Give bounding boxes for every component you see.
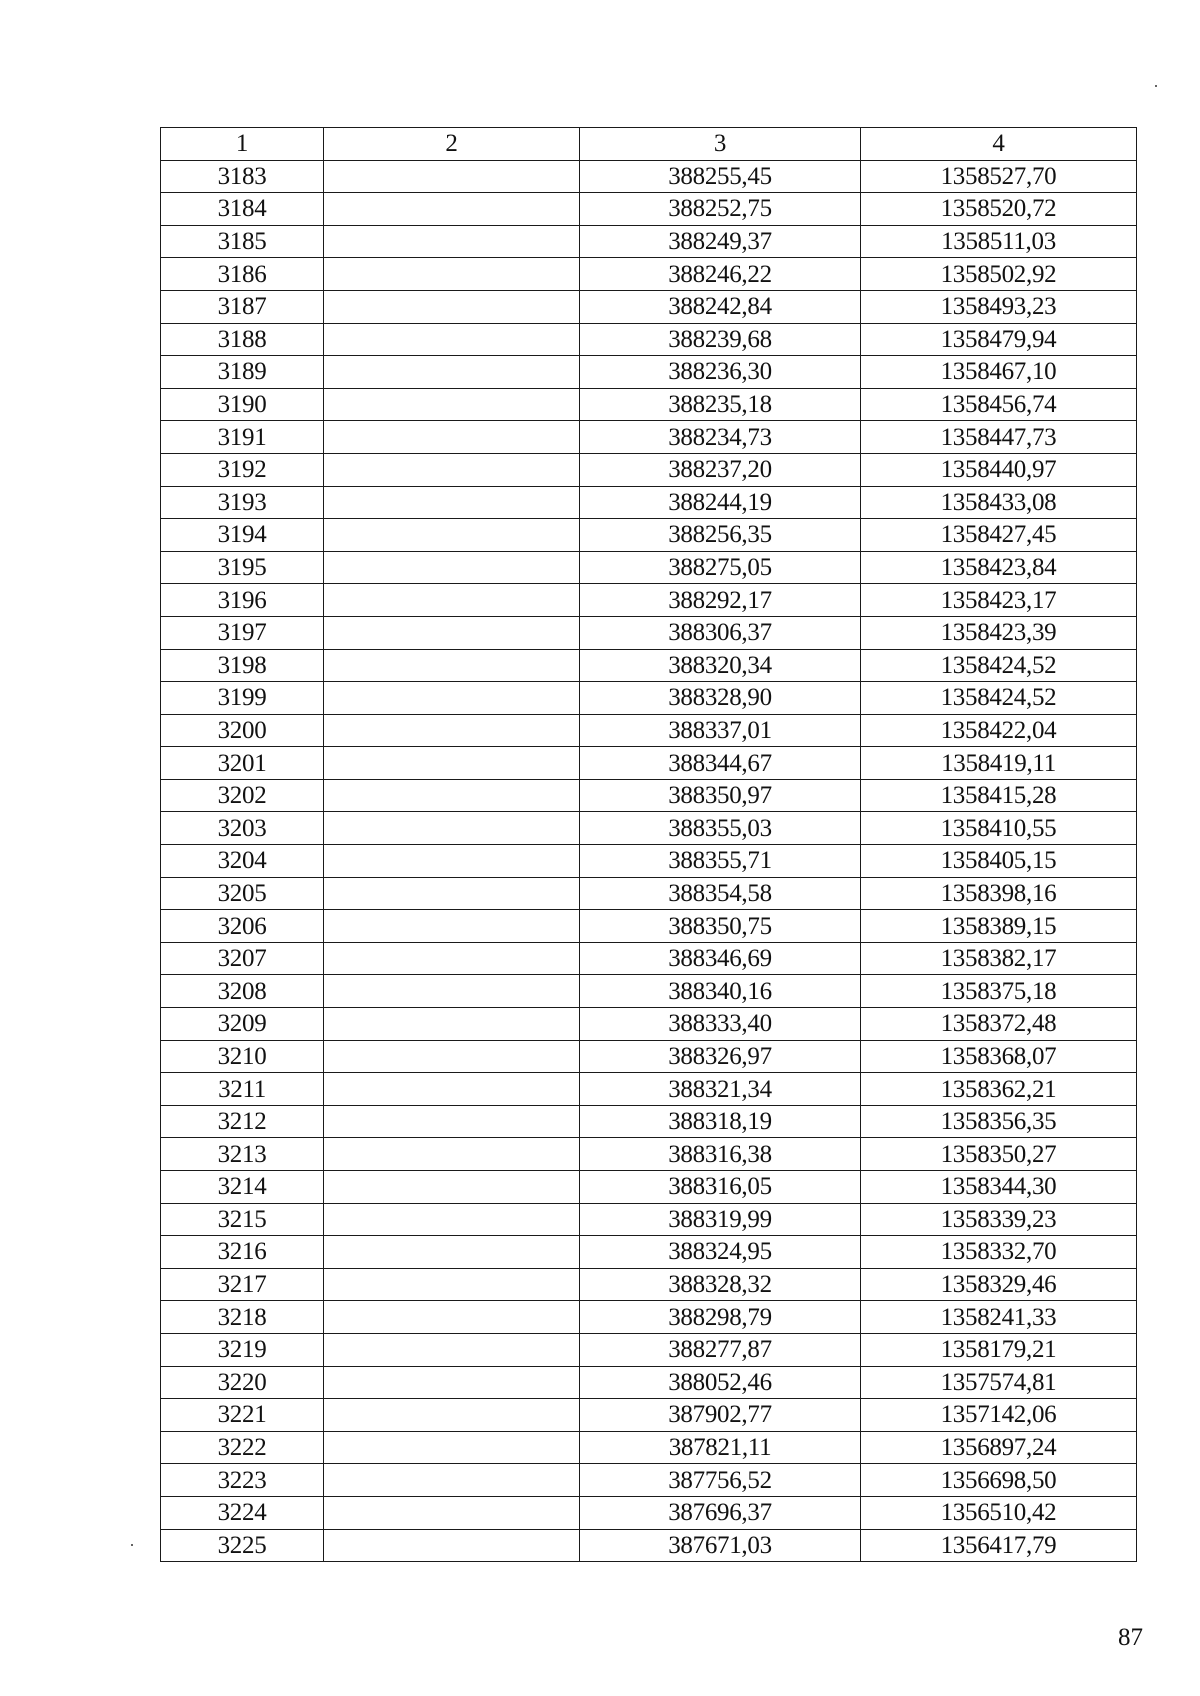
header-cell-1: 1 — [161, 128, 324, 161]
table-cell-col-1: 3206 — [161, 910, 324, 943]
table-cell-col-1: 3222 — [161, 1431, 324, 1464]
table-cell-col-2 — [324, 714, 580, 747]
table-cell-col-2 — [324, 845, 580, 878]
table-cell-col-3: 388242,84 — [580, 290, 861, 323]
table-row — [161, 1105, 1137, 1138]
page-number: 87 — [1118, 1624, 1143, 1651]
table-cell-col-3: 388306,37 — [580, 616, 861, 649]
table-row — [161, 1301, 1137, 1334]
table-cell-col-4: 1356510,42 — [861, 1496, 1137, 1529]
table-cell-col-4: 1358520,72 — [861, 193, 1137, 226]
table-cell-col-1: 3199 — [161, 682, 324, 715]
table-row — [161, 225, 1137, 258]
table-row — [161, 1496, 1137, 1529]
table-row — [161, 290, 1137, 323]
table-row — [161, 1529, 1137, 1562]
table-cell-col-4: 1358344,30 — [861, 1171, 1137, 1204]
table-cell-col-4: 1358329,46 — [861, 1268, 1137, 1301]
table-cell-col-2 — [324, 1431, 580, 1464]
table-row — [161, 323, 1137, 356]
table-cell-col-4: 1358368,07 — [861, 1040, 1137, 1073]
table-cell-col-3: 387756,52 — [580, 1464, 861, 1497]
table-cell-col-4: 1358424,52 — [861, 682, 1137, 715]
table-cell-col-1: 3204 — [161, 845, 324, 878]
table-row — [161, 193, 1137, 226]
table-cell-col-3: 388237,20 — [580, 453, 861, 486]
table-cell-col-4: 1358410,55 — [861, 812, 1137, 845]
table-cell-col-3: 388354,58 — [580, 877, 861, 910]
table-row — [161, 845, 1137, 878]
table-cell-col-2 — [324, 356, 580, 389]
table-row — [161, 1040, 1137, 1073]
table-cell-col-2 — [324, 258, 580, 291]
table-cell-col-3: 388277,87 — [580, 1333, 861, 1366]
table-cell-col-1: 3197 — [161, 616, 324, 649]
table-cell-col-2 — [324, 1236, 580, 1269]
table-cell-col-3: 388324,95 — [580, 1236, 861, 1269]
table-cell-col-1: 3190 — [161, 388, 324, 421]
table-cell-col-2 — [324, 323, 580, 356]
table-cell-col-2 — [324, 551, 580, 584]
table-cell-col-3: 388321,34 — [580, 1073, 861, 1106]
table-row — [161, 1236, 1137, 1269]
table-cell-col-1: 3193 — [161, 486, 324, 519]
table-cell-col-2 — [324, 1105, 580, 1138]
table-cell-col-2 — [324, 682, 580, 715]
header-row — [161, 128, 1137, 161]
table-cell-col-3: 388235,18 — [580, 388, 861, 421]
table-row — [161, 1008, 1137, 1041]
table-row — [161, 1399, 1137, 1432]
table-cell-col-2 — [324, 1171, 580, 1204]
table-cell-col-1: 3185 — [161, 225, 324, 258]
table-cell-col-4: 1357574,81 — [861, 1366, 1137, 1399]
table-body — [161, 160, 1137, 1562]
table-cell-col-4: 1358440,97 — [861, 453, 1137, 486]
table-cell-col-1: 3194 — [161, 519, 324, 552]
table-row — [161, 682, 1137, 715]
table-cell-col-2 — [324, 877, 580, 910]
table-cell-col-1: 3224 — [161, 1496, 324, 1529]
table-cell-col-4: 1358456,74 — [861, 388, 1137, 421]
table-cell-col-4: 1358415,28 — [861, 779, 1137, 812]
table-cell-col-1: 3195 — [161, 551, 324, 584]
table-cell-col-2 — [324, 388, 580, 421]
table-cell-col-3: 388255,45 — [580, 160, 861, 193]
table-cell-col-1: 3188 — [161, 323, 324, 356]
table-cell-col-4: 1358419,11 — [861, 747, 1137, 780]
table-cell-col-1: 3191 — [161, 421, 324, 454]
table-cell-col-1: 3221 — [161, 1399, 324, 1432]
table-row — [161, 584, 1137, 617]
table-row — [161, 356, 1137, 389]
table-cell-col-2 — [324, 1464, 580, 1497]
table-cell-col-3: 387696,37 — [580, 1496, 861, 1529]
coordinates-table — [160, 127, 1137, 1562]
table-cell-col-1: 3217 — [161, 1268, 324, 1301]
table-cell-col-1: 3183 — [161, 160, 324, 193]
table-cell-col-4: 1358433,08 — [861, 486, 1137, 519]
table-cell-col-4: 1358382,17 — [861, 942, 1137, 975]
table-cell-col-2 — [324, 747, 580, 780]
table-row — [161, 551, 1137, 584]
table-cell-col-1: 3208 — [161, 975, 324, 1008]
table-row — [161, 1073, 1137, 1106]
table-row — [161, 779, 1137, 812]
table-cell-col-3: 388249,37 — [580, 225, 861, 258]
table-cell-col-1: 3216 — [161, 1236, 324, 1269]
table-cell-col-1: 3200 — [161, 714, 324, 747]
table-row — [161, 1203, 1137, 1236]
table-row — [161, 649, 1137, 682]
table-cell-col-1: 3210 — [161, 1040, 324, 1073]
table-cell-col-4: 1358527,70 — [861, 160, 1137, 193]
table-cell-col-2 — [324, 1073, 580, 1106]
table-cell-col-4: 1358350,27 — [861, 1138, 1137, 1171]
table-cell-col-3: 388355,71 — [580, 845, 861, 878]
table-cell-col-2 — [324, 193, 580, 226]
table-cell-col-3: 388328,32 — [580, 1268, 861, 1301]
table-cell-col-4: 1358467,10 — [861, 356, 1137, 389]
table-cell-col-1: 3186 — [161, 258, 324, 291]
table-cell-col-3: 388316,05 — [580, 1171, 861, 1204]
table-cell-col-2 — [324, 290, 580, 323]
table-row — [161, 1431, 1137, 1464]
table-cell-col-4: 1358423,39 — [861, 616, 1137, 649]
table-cell-col-1: 3212 — [161, 1105, 324, 1138]
table-cell-col-3: 388337,01 — [580, 714, 861, 747]
table-cell-col-2 — [324, 486, 580, 519]
table-cell-col-3: 388320,34 — [580, 649, 861, 682]
table-cell-col-3: 388319,99 — [580, 1203, 861, 1236]
table-row — [161, 258, 1137, 291]
table-row — [161, 1333, 1137, 1366]
table-row — [161, 1171, 1137, 1204]
table-cell-col-2 — [324, 1268, 580, 1301]
table-cell-col-4: 1358375,18 — [861, 975, 1137, 1008]
table-row — [161, 747, 1137, 780]
table-cell-col-2 — [324, 616, 580, 649]
table-cell-col-1: 3202 — [161, 779, 324, 812]
table-cell-col-3: 388328,90 — [580, 682, 861, 715]
table-cell-col-3: 388244,19 — [580, 486, 861, 519]
table-cell-col-3: 388236,30 — [580, 356, 861, 389]
table-cell-col-2 — [324, 1008, 580, 1041]
table-cell-col-3: 388316,38 — [580, 1138, 861, 1171]
table-cell-col-4: 1358241,33 — [861, 1301, 1137, 1334]
table-cell-col-4: 1356897,24 — [861, 1431, 1137, 1464]
table-cell-col-2 — [324, 160, 580, 193]
table-cell-col-1: 3198 — [161, 649, 324, 682]
table-cell-col-4: 1358362,21 — [861, 1073, 1137, 1106]
table-cell-col-1: 3218 — [161, 1301, 324, 1334]
table-cell-col-2 — [324, 1040, 580, 1073]
table-row — [161, 519, 1137, 552]
table-cell-col-4: 1356698,50 — [861, 1464, 1137, 1497]
table-cell-col-4: 1358339,23 — [861, 1203, 1137, 1236]
table-cell-col-2 — [324, 225, 580, 258]
table-cell-col-1: 3201 — [161, 747, 324, 780]
table-row — [161, 877, 1137, 910]
table-cell-col-2 — [324, 942, 580, 975]
table-cell-col-2 — [324, 1529, 580, 1562]
table-row — [161, 1138, 1137, 1171]
table-cell-col-4: 1358423,84 — [861, 551, 1137, 584]
table-cell-col-4: 1358502,92 — [861, 258, 1137, 291]
table-cell-col-3: 388234,73 — [580, 421, 861, 454]
table-cell-col-3: 387821,11 — [580, 1431, 861, 1464]
table-row — [161, 1464, 1137, 1497]
table-cell-col-1: 3192 — [161, 453, 324, 486]
table-cell-col-4: 1358405,15 — [861, 845, 1137, 878]
table-cell-col-1: 3203 — [161, 812, 324, 845]
scan-speck — [1155, 85, 1157, 87]
table-cell-col-4: 1358332,70 — [861, 1236, 1137, 1269]
table-cell-col-1: 3214 — [161, 1171, 324, 1204]
table-cell-col-1: 3211 — [161, 1073, 324, 1106]
table-row — [161, 975, 1137, 1008]
table-cell-col-3: 388326,97 — [580, 1040, 861, 1073]
table-cell-col-2 — [324, 1399, 580, 1432]
table-cell-col-2 — [324, 1203, 580, 1236]
table-cell-col-3: 388340,16 — [580, 975, 861, 1008]
table-row — [161, 486, 1137, 519]
table-cell-col-2 — [324, 1496, 580, 1529]
table-cell-col-4: 1358447,73 — [861, 421, 1137, 454]
table-cell-col-2 — [324, 421, 580, 454]
header-cell-2: 2 — [324, 128, 580, 161]
table-cell-col-3: 388246,22 — [580, 258, 861, 291]
table-row — [161, 1366, 1137, 1399]
table-cell-col-2 — [324, 975, 580, 1008]
table-cell-col-4: 1358479,94 — [861, 323, 1137, 356]
table-cell-col-1: 3225 — [161, 1529, 324, 1562]
table-row — [161, 616, 1137, 649]
table-row — [161, 160, 1137, 193]
header-cell-4: 4 — [861, 128, 1137, 161]
table-cell-col-2 — [324, 812, 580, 845]
scan-speck — [131, 1544, 133, 1546]
table-cell-col-1: 3223 — [161, 1464, 324, 1497]
table-cell-col-4: 1358423,17 — [861, 584, 1137, 617]
table-cell-col-3: 388350,97 — [580, 779, 861, 812]
table-cell-col-4: 1358493,23 — [861, 290, 1137, 323]
table-cell-col-3: 388333,40 — [580, 1008, 861, 1041]
table-cell-col-3: 388052,46 — [580, 1366, 861, 1399]
table-cell-col-1: 3213 — [161, 1138, 324, 1171]
table-cell-col-1: 3184 — [161, 193, 324, 226]
table-cell-col-4: 1358511,03 — [861, 225, 1137, 258]
table-row — [161, 910, 1137, 943]
table-cell-col-2 — [324, 1138, 580, 1171]
table-cell-col-3: 388252,75 — [580, 193, 861, 226]
table-cell-col-4: 1358424,52 — [861, 649, 1137, 682]
table-cell-col-3: 388344,67 — [580, 747, 861, 780]
table-cell-col-2 — [324, 649, 580, 682]
table-row — [161, 942, 1137, 975]
table-cell-col-3: 388292,17 — [580, 584, 861, 617]
table-cell-col-2 — [324, 1301, 580, 1334]
table-cell-col-4: 1358372,48 — [861, 1008, 1137, 1041]
table-cell-col-2 — [324, 453, 580, 486]
table-cell-col-4: 1358356,35 — [861, 1105, 1137, 1138]
table-cell-col-3: 388298,79 — [580, 1301, 861, 1334]
table-cell-col-4: 1358427,45 — [861, 519, 1137, 552]
table-cell-col-3: 388355,03 — [580, 812, 861, 845]
table-cell-col-2 — [324, 584, 580, 617]
table-cell-col-4: 1358422,04 — [861, 714, 1137, 747]
header-cell-3: 3 — [580, 128, 861, 161]
table-cell-col-1: 3189 — [161, 356, 324, 389]
table-cell-col-1: 3207 — [161, 942, 324, 975]
table-cell-col-3: 388350,75 — [580, 910, 861, 943]
table-row — [161, 812, 1137, 845]
table-row — [161, 421, 1137, 454]
table-row — [161, 1268, 1137, 1301]
table-cell-col-1: 3196 — [161, 584, 324, 617]
table-cell-col-3: 388275,05 — [580, 551, 861, 584]
table-cell-col-4: 1358398,16 — [861, 877, 1137, 910]
table-header — [161, 128, 1137, 161]
table-cell-col-1: 3205 — [161, 877, 324, 910]
table-cell-col-1: 3187 — [161, 290, 324, 323]
table-cell-col-2 — [324, 910, 580, 943]
table-cell-col-2 — [324, 1366, 580, 1399]
table-cell-col-3: 387902,77 — [580, 1399, 861, 1432]
table-cell-col-2 — [324, 779, 580, 812]
table-row — [161, 714, 1137, 747]
table-cell-col-4: 1356417,79 — [861, 1529, 1137, 1562]
table-cell-col-4: 1357142,06 — [861, 1399, 1137, 1432]
table-cell-col-3: 388346,69 — [580, 942, 861, 975]
table-cell-col-1: 3215 — [161, 1203, 324, 1236]
table-cell-col-3: 388239,68 — [580, 323, 861, 356]
table-cell-col-1: 3209 — [161, 1008, 324, 1041]
table-cell-col-1: 3219 — [161, 1333, 324, 1366]
table-cell-col-4: 1358179,21 — [861, 1333, 1137, 1366]
table-cell-col-3: 388318,19 — [580, 1105, 861, 1138]
table-row — [161, 388, 1137, 421]
table-cell-col-2 — [324, 519, 580, 552]
table-row — [161, 453, 1137, 486]
table-cell-col-1: 3220 — [161, 1366, 324, 1399]
table-cell-col-2 — [324, 1333, 580, 1366]
table-cell-col-3: 387671,03 — [580, 1529, 861, 1562]
table-cell-col-4: 1358389,15 — [861, 910, 1137, 943]
table-cell-col-3: 388256,35 — [580, 519, 861, 552]
